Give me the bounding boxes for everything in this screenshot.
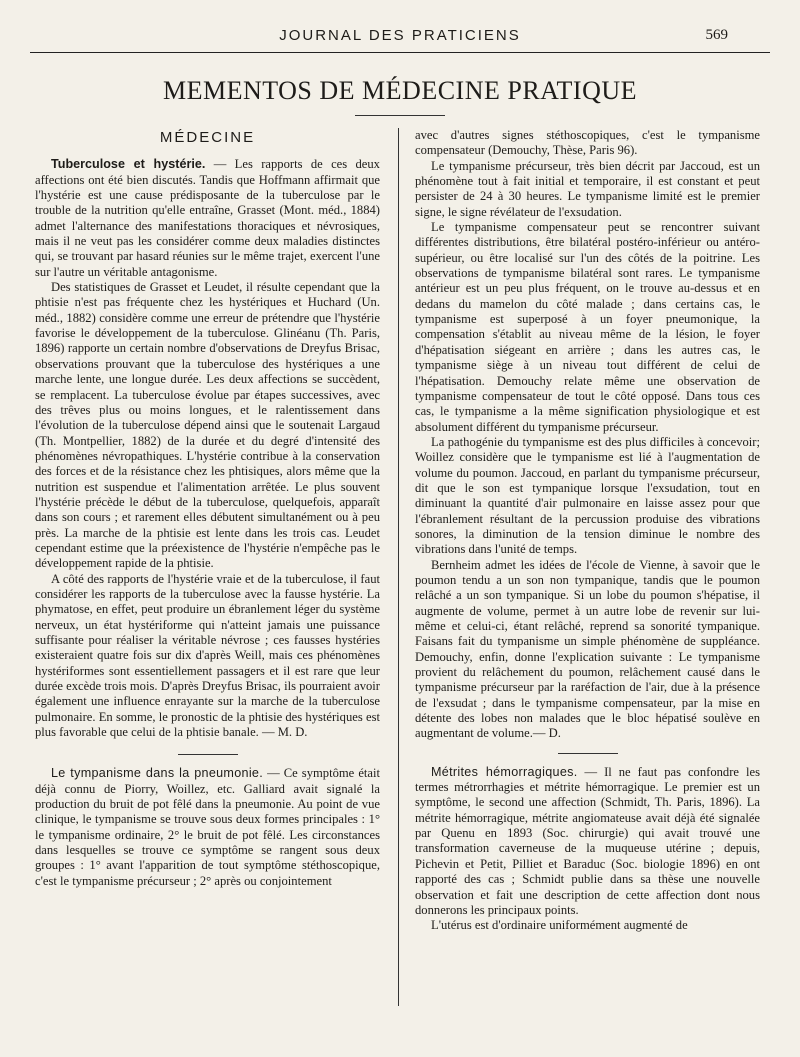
page-number: 569	[705, 27, 728, 43]
article-tuberculose-p1	[35, 157, 380, 280]
article-title-tympanisme: Le tympanisme dans la pneumonie.	[51, 766, 264, 781]
article-tuberculose-p3: A côté des rapports de l'hystérie vraie et de la tuberculose, il faut considérer les rapports de la tuberculose avec la fausse hystérie. La phymatose, en effet, peut produire un ébranlement léger du système nerveux, un état hystériforme qui n'atteint jamais une puissance suffisante pour réaliser la véritable névrose ; ces fausses hystéries existeraient quatre fois sur dix d'après Weill, mais ces phénomènes hystériformes sont essentiellement passagers et il est rare que leur durée excède trois mois. D'après Dreyfus Brisac, ils pourraient avoir également une influence enrayante sur la marche de la tuberculose pulmonaire. En somme, le pronostic de la phtisie des hystériques est plus favorable que celui de la phtisie banale. — M. D.	[35, 571, 380, 740]
article-tympanisme-p2: avec d'autres signes stéthoscopiques, c'est le tympanisme compensateur (Demouchy, Thèse, Paris 96).	[415, 128, 760, 158]
paragraph-text: — Les rapports de ces deux affections ont été bien discutés. Tandis que Hoffmann affirmait que l'hystérie est une cause prédisposante de la tuberculose par le trouble de la nutrition qu'elle entraîne, Grasset (Mont. méd., 1884) admet l'alternance des manifestations thoraciques et névrosiques, mais il ne veut pas les considérer comme deux maladies distinctes qui, se trouvant par hasard réunies sur le même trajet, exercent l'une sur l'autre un véritable antagonisme.	[35, 157, 380, 279]
article-separator	[558, 753, 618, 754]
column-divider	[398, 128, 399, 1006]
article-title-tuberculose: Tuberculose et hystérie.	[51, 157, 206, 172]
article-metrites-p1	[415, 765, 760, 918]
header-rule	[30, 52, 770, 53]
right-column	[415, 128, 760, 934]
article-title-metrites: Métrites hémorragiques.	[431, 764, 578, 779]
article-separator	[178, 754, 238, 755]
section-heading: MÉDECINE	[159, 129, 256, 146]
article-tympanisme-p6: Bernheim admet les idées de l'école de Vienne, à savoir que le poumon tendu a un son non tympanique, tandis que le poumon relâché a un son tympanique. Si un lobe du poumon s'hépatise, il augmente de volume, permet à un autre lobe de revenir sur lui-même et celui-ci, étant relâché, reprend sa sonorité tympanique. Faisans fait du tympanisme un simple phénomène de suppléance. Demouchy, enfin, donne l'explication suivante : Le tympanisme provient du relâchement du poumon, relâchement causé dans le tympanisme précurseur par la raréfaction de l'air, due à la présence de l'exsudat ; dans le tympanisme compensateur, par la mise en détente des lobes non malades que le bloc hépatisé soulève en augmentant de volume.— D.	[415, 557, 760, 741]
running-header	[0, 27, 800, 49]
article-tuberculose-p2: Des statistiques de Grasset et Leudet, il résulte cependant que la phtisie n'est pas fréquente chez les hystériques et Huchard (Un. méd., 1882) considère comme une erreur de prétendre que l'hystérie favorise le développement de la tuberculose. Glinéanu (Th. Paris, 1896) rapporte un certain nombre d'observations de Dreyfus Brisac, observations prouvant que la tuberculose des hystériques a une marche lente, une longue durée. Les deux affections se succèdent, se remplacent. La tuberculose évolue par étapes successives, avec des trêves plus ou moins longues, et le ralentissement dans l'évolution de la tuberculose dépend ainsi que le soutenait Largaud (Th. Montpellier, 1882) de la durée et du degré d'intensité des phénomènes névropathiques. L'hystérie contribue à la conservation des forces et de la résistance chez les phtisiques, alors même que la nutrition est suspendue et l'alimentation arrêtée. Le plus souvent l'hystérie précède le début de la tuberculose, quelquefois, apparaît dans son cours ; et rarement elles débutent simultanément ou à peu près. La marche de la phtisie est lente dans les trois cas. Leudet cependant estime que la préexistence de l'hystérie n'empêche pas le développement rapide de la phtisie.	[35, 280, 380, 571]
article-tympanisme-p4: Le tympanisme compensateur peut se rencontrer suivant différentes distributions, être bilatéral postéro-inférieur ou antéro-supérieur, ou être localisé sur l'un des côtés de la poitrine. Les observations de tympanisme bilatéral sont rares. Le tympanisme antérieur est un peu plus fréquent, on le trouve au-dessus et en dedans du mamelon du côté malade ; dans certains cas, le tympanisme est superposé à un foyer pneumonique, la compensation s'établit au niveau même de la lésion, le foyer d'hépatisation siégeant en arrière ; dans les autres cas, le tympanisme siège à un niveau tout différent de celui de l'hépatisation. Demouchy relate même une observation de tympanisme compensateur de tout le côté opposé. Dans tous ces cas, le tympanisme a la même signification physiologique et est absolument différent du tympanisme précurseur.	[415, 220, 760, 434]
page-title: MEMENTOS DE MÉDECINE PRATIQUE	[162, 76, 638, 105]
left-column	[35, 128, 380, 889]
article-metrites-p2: L'utérus est d'ordinaire uniformément augmenté de	[431, 918, 688, 933]
title-rule	[355, 115, 445, 116]
journal-title: JOURNAL DES PRATICIENS	[279, 27, 521, 44]
article-tympanisme-p1	[35, 766, 380, 889]
article-tympanisme-p3: Le tympanisme précurseur, très bien décrit par Jaccoud, est un phénomène tout à fait initial et temporaire, il est constant et peut persister de 24 à 30 heures. Le tympanisme limité est le premier signe, le signe révélateur de l'exsudation.	[415, 158, 760, 219]
article-tympanisme-p5: La pathogénie du tympanisme est des plus difficiles à concevoir; Woillez considère que le tympanisme est lié à l'augmentation de volume du poumon. Jaccoud, en parlant du tympanisme précurseur, dit que le son est tympanique lorsque l'exsudation, tout en diminuant la quantité d'air pulmonaire en laisse assez pour que l'ébranlement résultant de la percussion produise des vibrations sonores, la diminution de la tension diminue le nombre des vibrations dans l'unité de temps.	[415, 434, 760, 557]
paragraph-text: — Il ne faut pas confondre les termes métrorrhagies et métrite hémorragique. Le premier est un symptôme, le second une affection (Schmidt, Th. Paris, 1896). La métrite hémorragique, métrite angiomateuse avait déjà été signalée par Quenu en 1893 (Soc. chirurgie) qui avait trouvé une transformation caverneuse de la muqueuse utérine ; depuis, Pichevin et Petit, Pilliet et Baraduc (Soc. biologie 1896) en ont rapporté des cas ; Schmidt publie dans sa thèse une nouvelle observation et fait une description de cette affection dont nous donnerons les principaux points.	[415, 764, 760, 917]
paragraph-text: — Ce symptôme était déjà connu de Piorry, Woillez, etc. Galliard avait signalé la production du bruit de pot fêlé dans la pneumonie. Au point de vue clinique, le tympanisme se trouve sous deux formes principales : 1° le tympanisme ordinaire, 2° le bruit de pot fêlé. Les circonstances dans lesquelles se trouve ce symptôme se rangent sous deux groupes : 1° avant l'apparition de tout symptôme stéthoscopique, c'est le tympanisme précurseur ; 2° après ou conjointement	[35, 766, 380, 888]
